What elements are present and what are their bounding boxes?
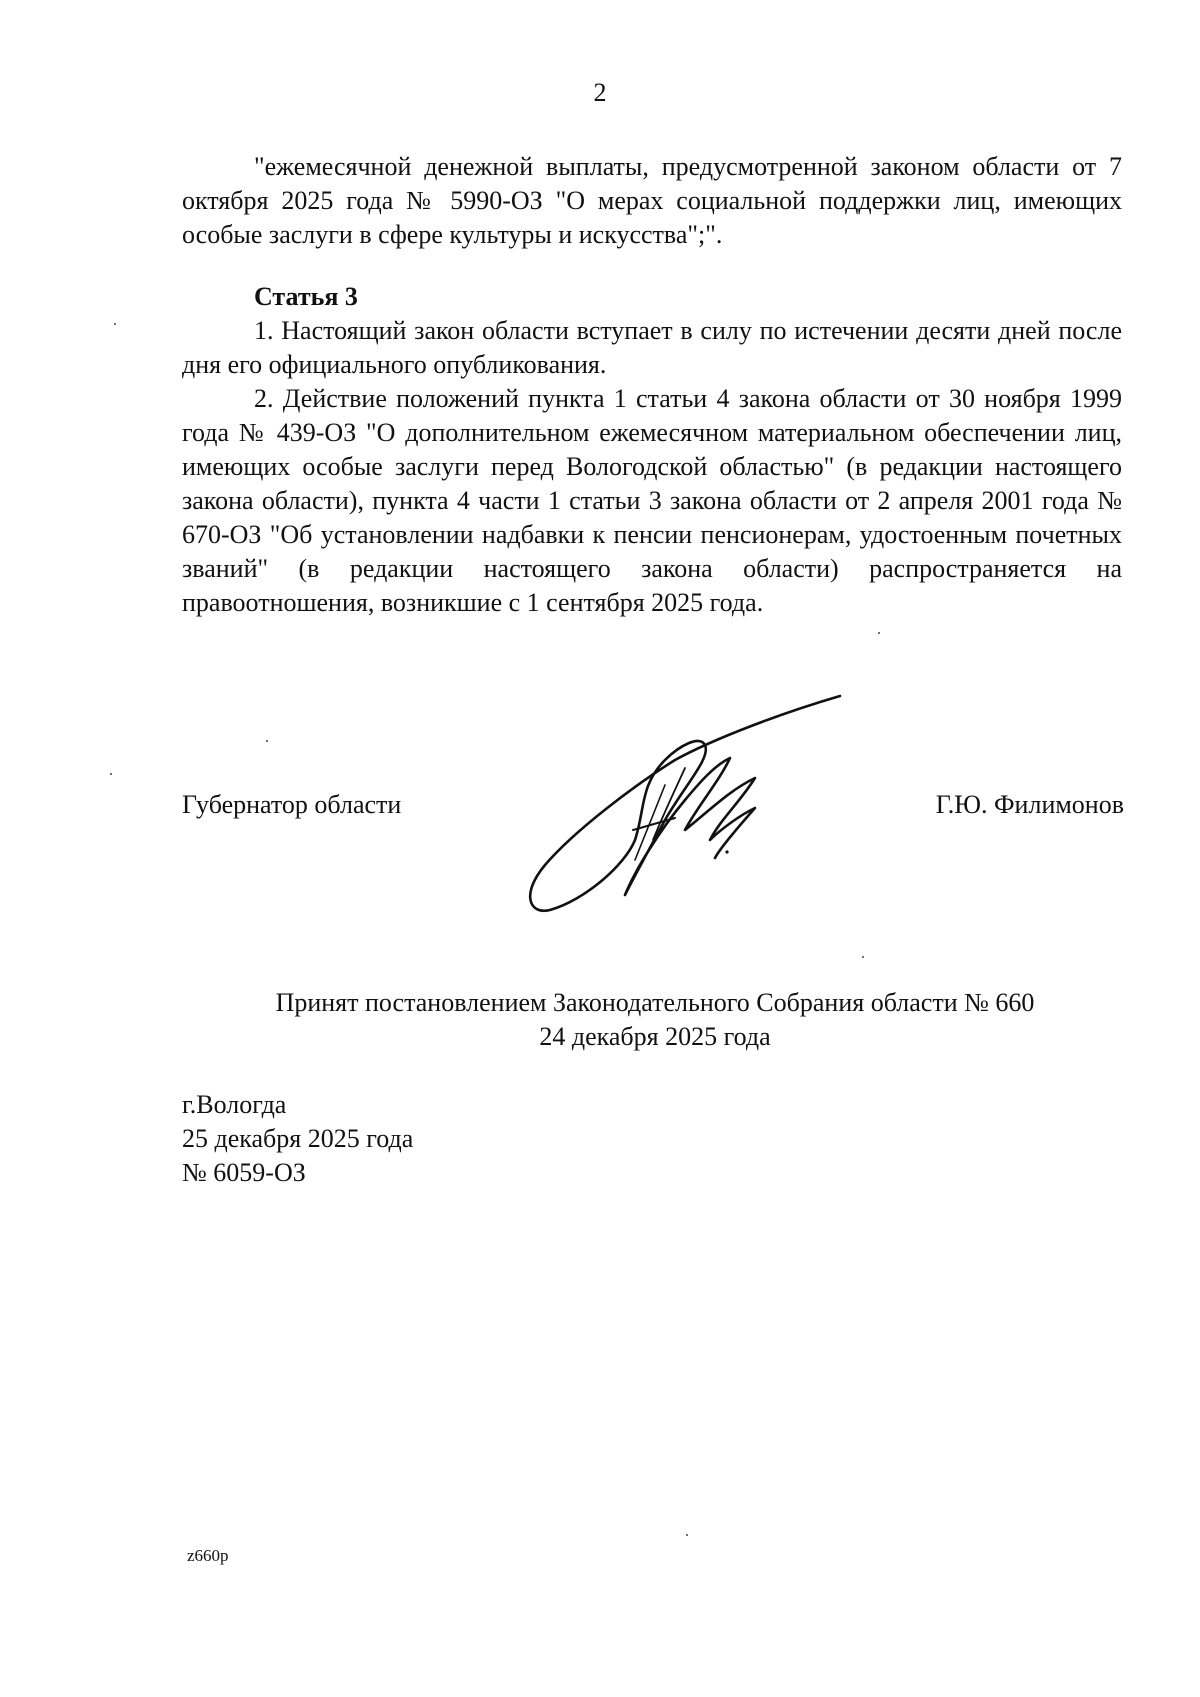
scan-speck [114,323,116,325]
adoption-line-2: 24 декабря 2025 года [539,1022,771,1051]
document-number: № 6059-ОЗ [182,1158,306,1187]
article-heading: Статья 3 [254,282,358,311]
signatory-name: Г.Ю. Филимонов [935,790,1124,819]
adoption-note [0,986,1200,1054]
intro-paragraph: "ежемесячной денежной выплаты, предусмотренной законом области от 7 октября 2025 года № 5990-ОЗ "О мерах социальной поддержки лиц, имеющих особые заслуги в сфере культуры и искусства";". [182,152,1122,249]
scan-speck [110,773,112,775]
signatory-position: Губернатор области [182,790,402,819]
document-date: 25 декабря 2025 года [182,1124,414,1153]
handwritten-signature [515,690,845,920]
article-item-1: 1. Настоящий закон области вступает в силу по истечении десяти дней после дня его официального опубликования. [182,316,1122,379]
scan-speck [862,956,864,958]
adoption-line-1: Принят постановлением Законодательного Собрания области № 660 [275,988,1035,1017]
scan-speck [878,632,880,634]
scan-speck [686,1534,688,1536]
footer-code: z660p [187,1546,229,1565]
article-item-2: 2. Действие положений пункта 1 статьи 4 закона области от 30 ноября 1999 года № 439-ОЗ "О дополнительном ежемесячном материальном обеспечении лиц, имеющих особые заслуги перед Вологодской областью" (в редакции настоящего закона области), пункта 4 части 1 статьи 3 закона области от 2 апреля 2001 года № 670-ОЗ "Об установлении надбавки к пенсии пенсионерам, удостоенным почетных званий" (в редакции настоящего закона области) распространяется на правоотношения, возникшие с 1 сентября 2025 года. [182,384,1122,617]
scan-speck [266,740,268,742]
document-meta [182,1088,413,1190]
document-city: г.Вологда [182,1090,287,1119]
page-number: 2 [593,78,607,107]
